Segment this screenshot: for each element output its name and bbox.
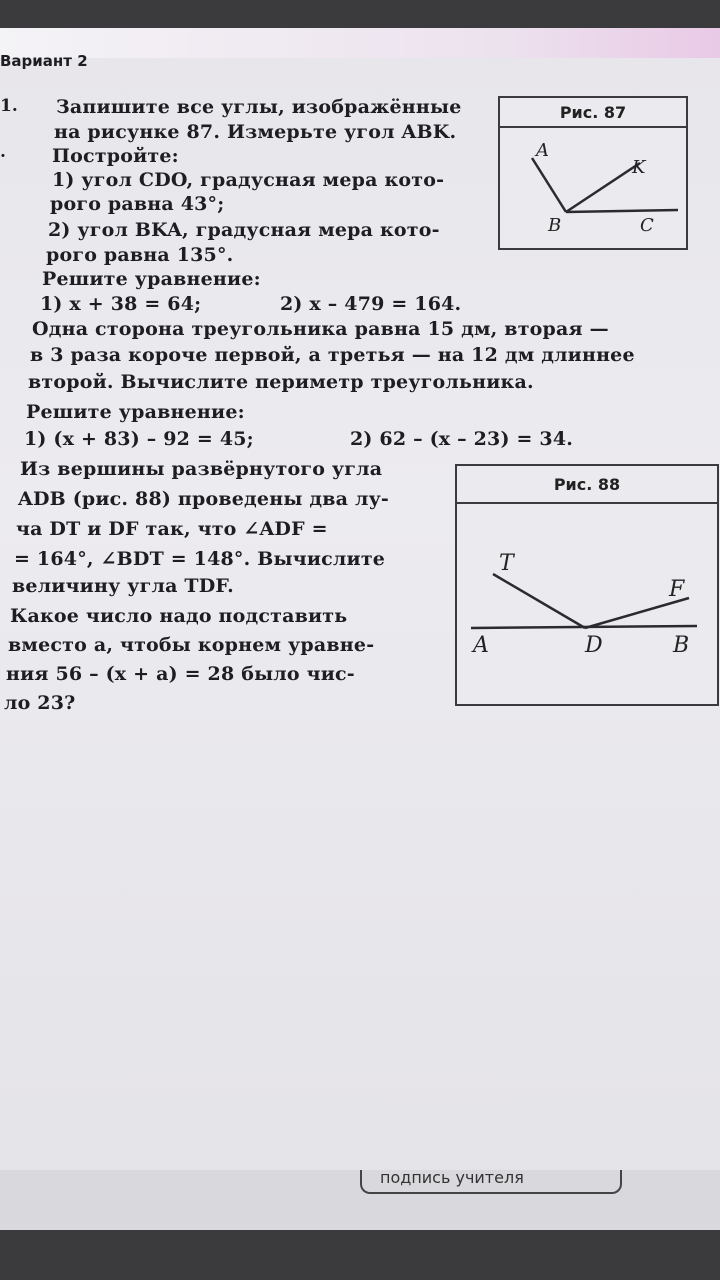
label-B: B [673, 633, 690, 658]
task1-line2: на рисунке 87. Измерьте угол ABK. [54, 121, 457, 143]
figure-88-title: Рис. 88 [457, 466, 717, 504]
task5-eq1: 1) (x + 83) – 92 = 45; [24, 428, 254, 450]
task3-eq1: 1) x + 38 = 64; [40, 293, 202, 315]
ray-BC [566, 210, 678, 212]
label-C: C [640, 215, 654, 236]
figure-87 [498, 96, 688, 250]
label-K: K [632, 157, 646, 178]
label-B: B [548, 215, 562, 236]
label-T: T [499, 551, 514, 576]
task4-line2: в 3 раза короче первой, а третья — на 12 дм длиннее [30, 344, 635, 366]
margin-mark-1: 1. [0, 96, 18, 116]
task2-line4: 2) угол BKA, градусная мера кото- [48, 219, 440, 241]
task2-line3: рого равна 43°; [50, 193, 225, 215]
ray-BA [532, 158, 566, 212]
figure-87-drawing [500, 128, 686, 248]
task2-line5: рого равна 135°. [46, 244, 234, 266]
page-top-band [0, 28, 720, 58]
ray-DF [585, 598, 689, 628]
label-F: F [669, 577, 685, 602]
task7-line1: Какое число надо подставить [10, 605, 348, 627]
task7-line4: ло 23? [4, 692, 76, 714]
figure-88 [455, 464, 719, 706]
label-A: A [473, 633, 489, 658]
task3-eq2: 2) x – 479 = 164. [280, 293, 462, 315]
task6-line5: величину угла TDF. [12, 575, 234, 597]
task2-line1: Постройте: [52, 145, 179, 167]
ray-DT [493, 574, 585, 628]
ray-BK [566, 163, 640, 212]
task6-line2: ADB (рис. 88) проведены два лу- [18, 488, 390, 510]
label-D: D [585, 633, 603, 658]
label-A: A [536, 140, 549, 161]
task7-line2: вместо a, чтобы корнем уравне- [8, 634, 375, 656]
margin-mark-2: . [0, 142, 6, 162]
variant-label: Вариант 2 [0, 52, 88, 70]
task4-line1: Одна сторона треугольника равна 15 дм, вторая — [32, 318, 609, 340]
task1-line1: Запишите все углы, изображённые [56, 96, 462, 118]
task6-line3: ча DT и DF так, что ∠ADF = [16, 518, 328, 540]
figure-88-drawing [457, 504, 717, 704]
task3-heading: Решите уравнение: [42, 268, 261, 290]
task5-heading: Решите уравнение: [26, 401, 245, 423]
task2-line2: 1) угол CDO, градусная мера кото- [52, 169, 445, 191]
task4-line3: второй. Вычислите периметр треугольника. [28, 371, 534, 393]
task6-line1: Из вершины развёрнутого угла [20, 458, 383, 480]
figure-87-title: Рис. 87 [500, 98, 686, 128]
task7-line3: ния 56 – (x + a) = 28 было чис- [6, 663, 355, 685]
task6-line4: = 164°, ∠BDT = 148°. Вычислите [14, 548, 386, 570]
teacher-signature-box: подпись учителя [360, 1170, 622, 1194]
task5-eq2: 2) 62 – (x – 23) = 34. [350, 428, 574, 450]
